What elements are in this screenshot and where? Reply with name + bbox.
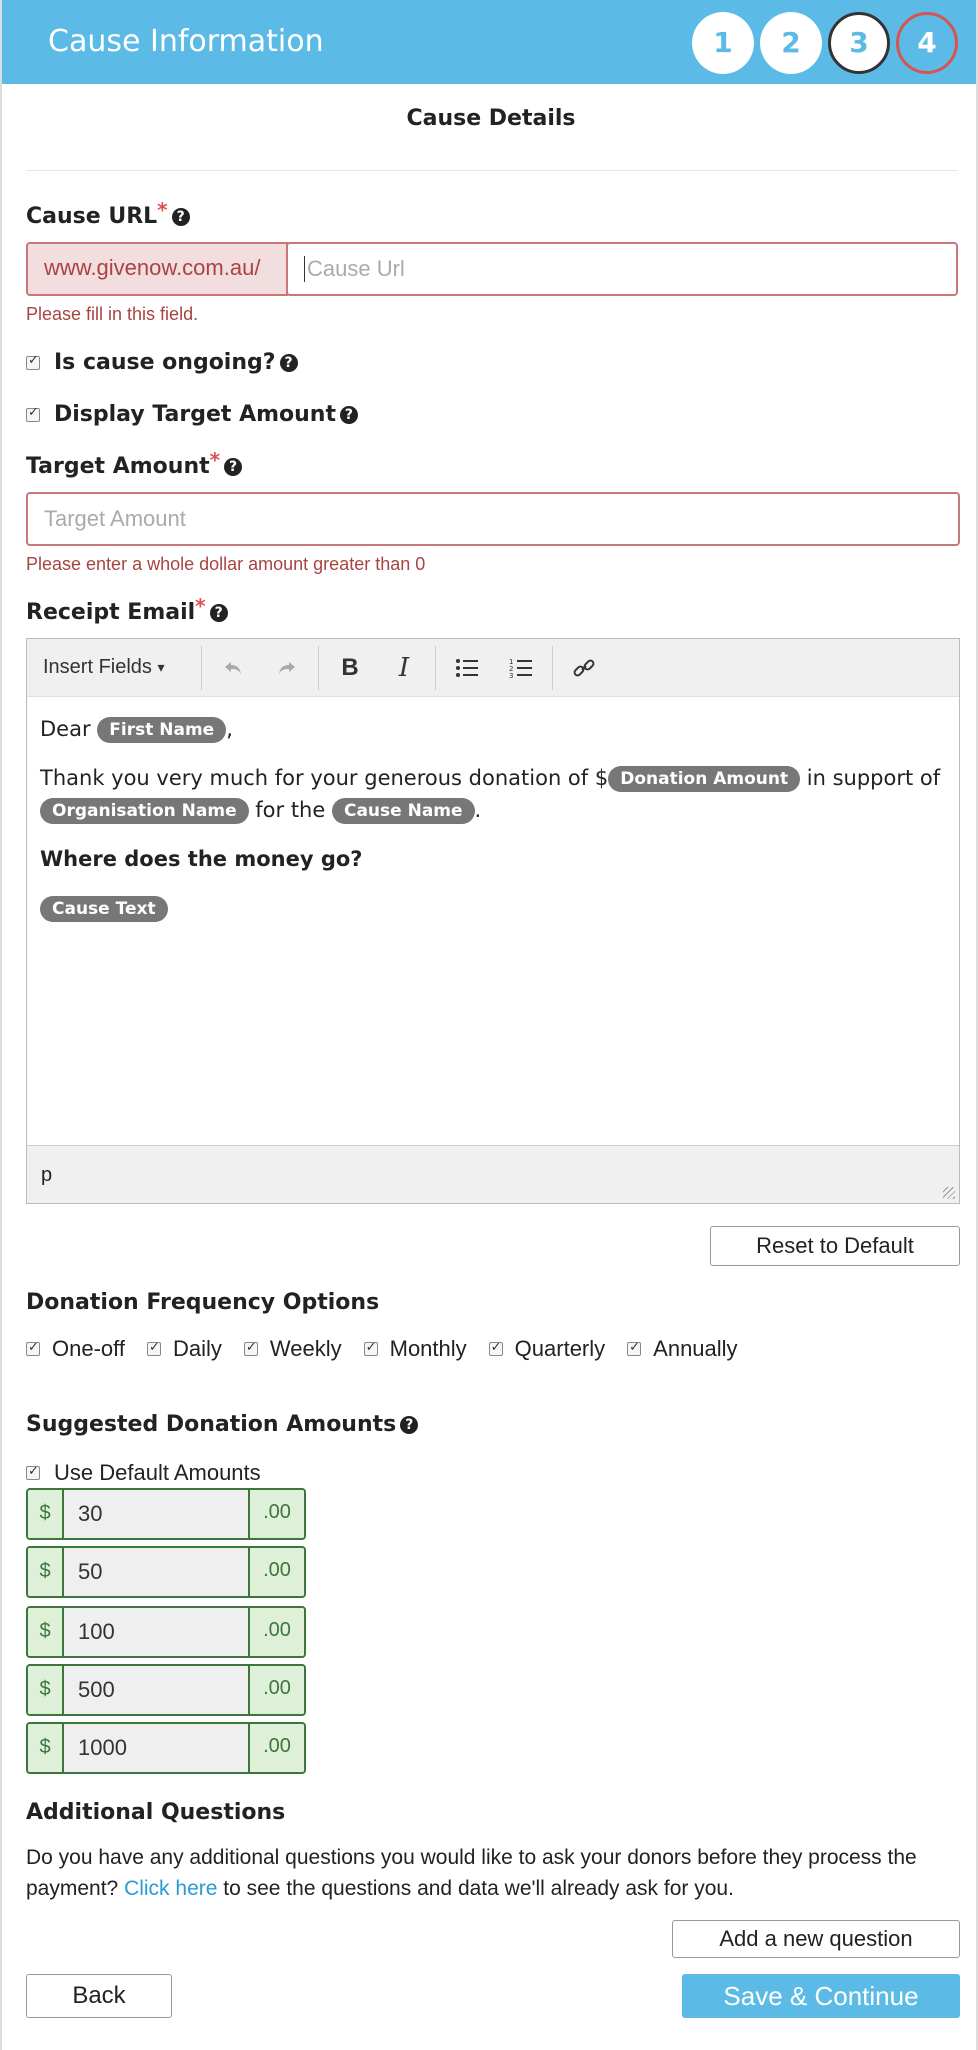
- url-prefix-addon: www.givenow.com.au/: [26, 242, 288, 296]
- cents-addon: .00: [250, 1724, 304, 1772]
- insert-fields-dropdown[interactable]: Insert Fields ▾: [43, 656, 165, 678]
- svg-text:1: 1: [509, 657, 514, 666]
- back-button[interactable]: Back: [26, 1974, 172, 2018]
- cause-text-line: [40, 892, 946, 924]
- cents-addon: .00: [250, 1548, 304, 1596]
- amount-field[interactable]: [26, 1606, 306, 1658]
- amount-input[interactable]: 500: [64, 1666, 250, 1714]
- link-icon[interactable]: [557, 646, 611, 690]
- cause-url-input[interactable]: Cause Url: [286, 242, 958, 296]
- resize-handle-icon[interactable]: [943, 1187, 955, 1199]
- header-bar: [2, 0, 976, 84]
- amount-input[interactable]: 50: [64, 1548, 250, 1596]
- step-2[interactable]: 2: [760, 12, 822, 74]
- element-path: p: [41, 1164, 53, 1186]
- additional-questions-text: Do you have any additional questions you would like to ask your donors before they process the payment? Click here to see the questions and data we'll already ask for you.: [26, 1846, 917, 1900]
- checkbox[interactable]: [627, 1342, 641, 1356]
- cause-name-tag: Cause Name: [332, 798, 475, 824]
- toolbar-separator: [201, 646, 202, 690]
- cents-addon: .00: [250, 1608, 304, 1656]
- frequency-options: [26, 1336, 746, 1362]
- cents-addon: .00: [250, 1666, 304, 1714]
- donation-amount-tag: Donation Amount: [608, 766, 800, 792]
- receipt-email-editor[interactable]: [26, 638, 960, 1204]
- redo-icon[interactable]: [260, 646, 314, 690]
- frequency-quarterly[interactable]: ✓ Quarterly: [489, 1336, 605, 1362]
- toolbar-separator: [435, 646, 436, 690]
- currency-addon: $: [28, 1490, 64, 1538]
- cause-url-error: Please fill in this field.: [26, 304, 199, 324]
- frequency-monthly[interactable]: ✓ Monthly: [364, 1336, 467, 1362]
- add-question-button[interactable]: Add a new question: [672, 1920, 960, 1958]
- help-icon[interactable]: ?: [400, 1416, 418, 1434]
- undo-icon[interactable]: [206, 646, 260, 690]
- amount-field[interactable]: [26, 1546, 306, 1598]
- currency-addon: $: [28, 1608, 64, 1656]
- display-target-row[interactable]: ✓ Display Target Amount ?: [26, 402, 358, 427]
- first-name-tag: First Name: [97, 717, 226, 743]
- currency-addon: $: [28, 1724, 64, 1772]
- currency-addon: $: [28, 1666, 64, 1714]
- click-here-link[interactable]: Click here: [124, 1877, 218, 1900]
- checkbox[interactable]: [489, 1342, 503, 1356]
- use-default-row[interactable]: ✓ Use Default Amounts: [26, 1460, 261, 1486]
- help-icon[interactable]: ?: [172, 208, 190, 226]
- step-1[interactable]: 1: [692, 12, 754, 74]
- svg-text:3: 3: [509, 671, 514, 679]
- amount-field[interactable]: [26, 1664, 306, 1716]
- money-heading: Where does the money go?: [40, 847, 363, 871]
- bullet-list-icon[interactable]: [440, 646, 494, 690]
- target-amount-label: Target Amount* ?: [26, 454, 242, 479]
- frequency-weekly[interactable]: ✓ Weekly: [244, 1336, 342, 1362]
- save-continue-button[interactable]: Save & Continue: [682, 1974, 960, 2018]
- currency-addon: $: [28, 1548, 64, 1596]
- target-amount-input[interactable]: Target Amount: [26, 492, 960, 546]
- receipt-email-label: Receipt Email* ?: [26, 600, 228, 625]
- frequency-title: Donation Frequency Options: [26, 1290, 380, 1315]
- additional-questions-title: Additional Questions: [26, 1800, 286, 1825]
- organisation-name-tag: Organisation Name: [40, 798, 249, 824]
- ongoing-row[interactable]: ✓ Is cause ongoing? ?: [26, 350, 298, 375]
- numbered-list-icon[interactable]: [494, 646, 548, 690]
- frequency-one-off[interactable]: ✓ One-off: [26, 1336, 125, 1362]
- cause-url-label: Cause URL* ?: [26, 204, 190, 229]
- suggested-amounts-title: Suggested Donation Amounts ?: [26, 1412, 418, 1437]
- checkbox[interactable]: [147, 1342, 161, 1356]
- text-cursor: [304, 256, 305, 282]
- frequency-annually[interactable]: ✓ Annually: [627, 1336, 737, 1362]
- checkbox[interactable]: [26, 1342, 40, 1356]
- bold-icon[interactable]: B: [341, 653, 359, 681]
- ongoing-checkbox[interactable]: [26, 356, 40, 370]
- help-icon[interactable]: ?: [224, 458, 242, 476]
- toolbar-separator: [318, 646, 319, 690]
- editor-statusbar: [27, 1145, 959, 1203]
- amount-input[interactable]: 1000: [64, 1724, 250, 1772]
- thanks-line: Thank you very much for your generous donation of $ Donation Amount in support of Organisation Name for the Cause Name .: [40, 766, 941, 822]
- target-amount-error: Please enter a whole dollar amount greater than 0: [26, 554, 426, 574]
- help-icon[interactable]: ?: [340, 406, 358, 424]
- cause-text-tag: Cause Text: [40, 896, 168, 922]
- use-default-checkbox[interactable]: [26, 1466, 40, 1480]
- help-icon[interactable]: ?: [280, 354, 298, 372]
- editor-toolbar: [27, 639, 959, 697]
- amount-field[interactable]: [26, 1488, 306, 1540]
- cents-addon: .00: [250, 1490, 304, 1538]
- italic-icon[interactable]: I: [398, 652, 410, 683]
- checkbox[interactable]: [244, 1342, 258, 1356]
- divider: [26, 170, 958, 171]
- checkbox[interactable]: [364, 1342, 378, 1356]
- step-3[interactable]: 3: [828, 12, 890, 74]
- toolbar-separator: [552, 646, 553, 690]
- help-icon[interactable]: ?: [210, 604, 228, 622]
- editor-content[interactable]: [27, 697, 959, 1145]
- amount-input[interactable]: 30: [64, 1490, 250, 1538]
- amount-field[interactable]: [26, 1722, 306, 1774]
- greeting-line: Dear First Name ,: [40, 717, 233, 741]
- page-title: Cause Information: [48, 24, 324, 59]
- frequency-daily[interactable]: ✓ Daily: [147, 1336, 222, 1362]
- step-4[interactable]: 4: [896, 12, 958, 74]
- section-title: Cause Details: [406, 106, 576, 131]
- display-target-checkbox[interactable]: [26, 408, 40, 422]
- reset-default-button[interactable]: Reset to Default: [710, 1226, 960, 1266]
- svg-text:2: 2: [509, 664, 514, 673]
- amount-input[interactable]: 100: [64, 1608, 250, 1656]
